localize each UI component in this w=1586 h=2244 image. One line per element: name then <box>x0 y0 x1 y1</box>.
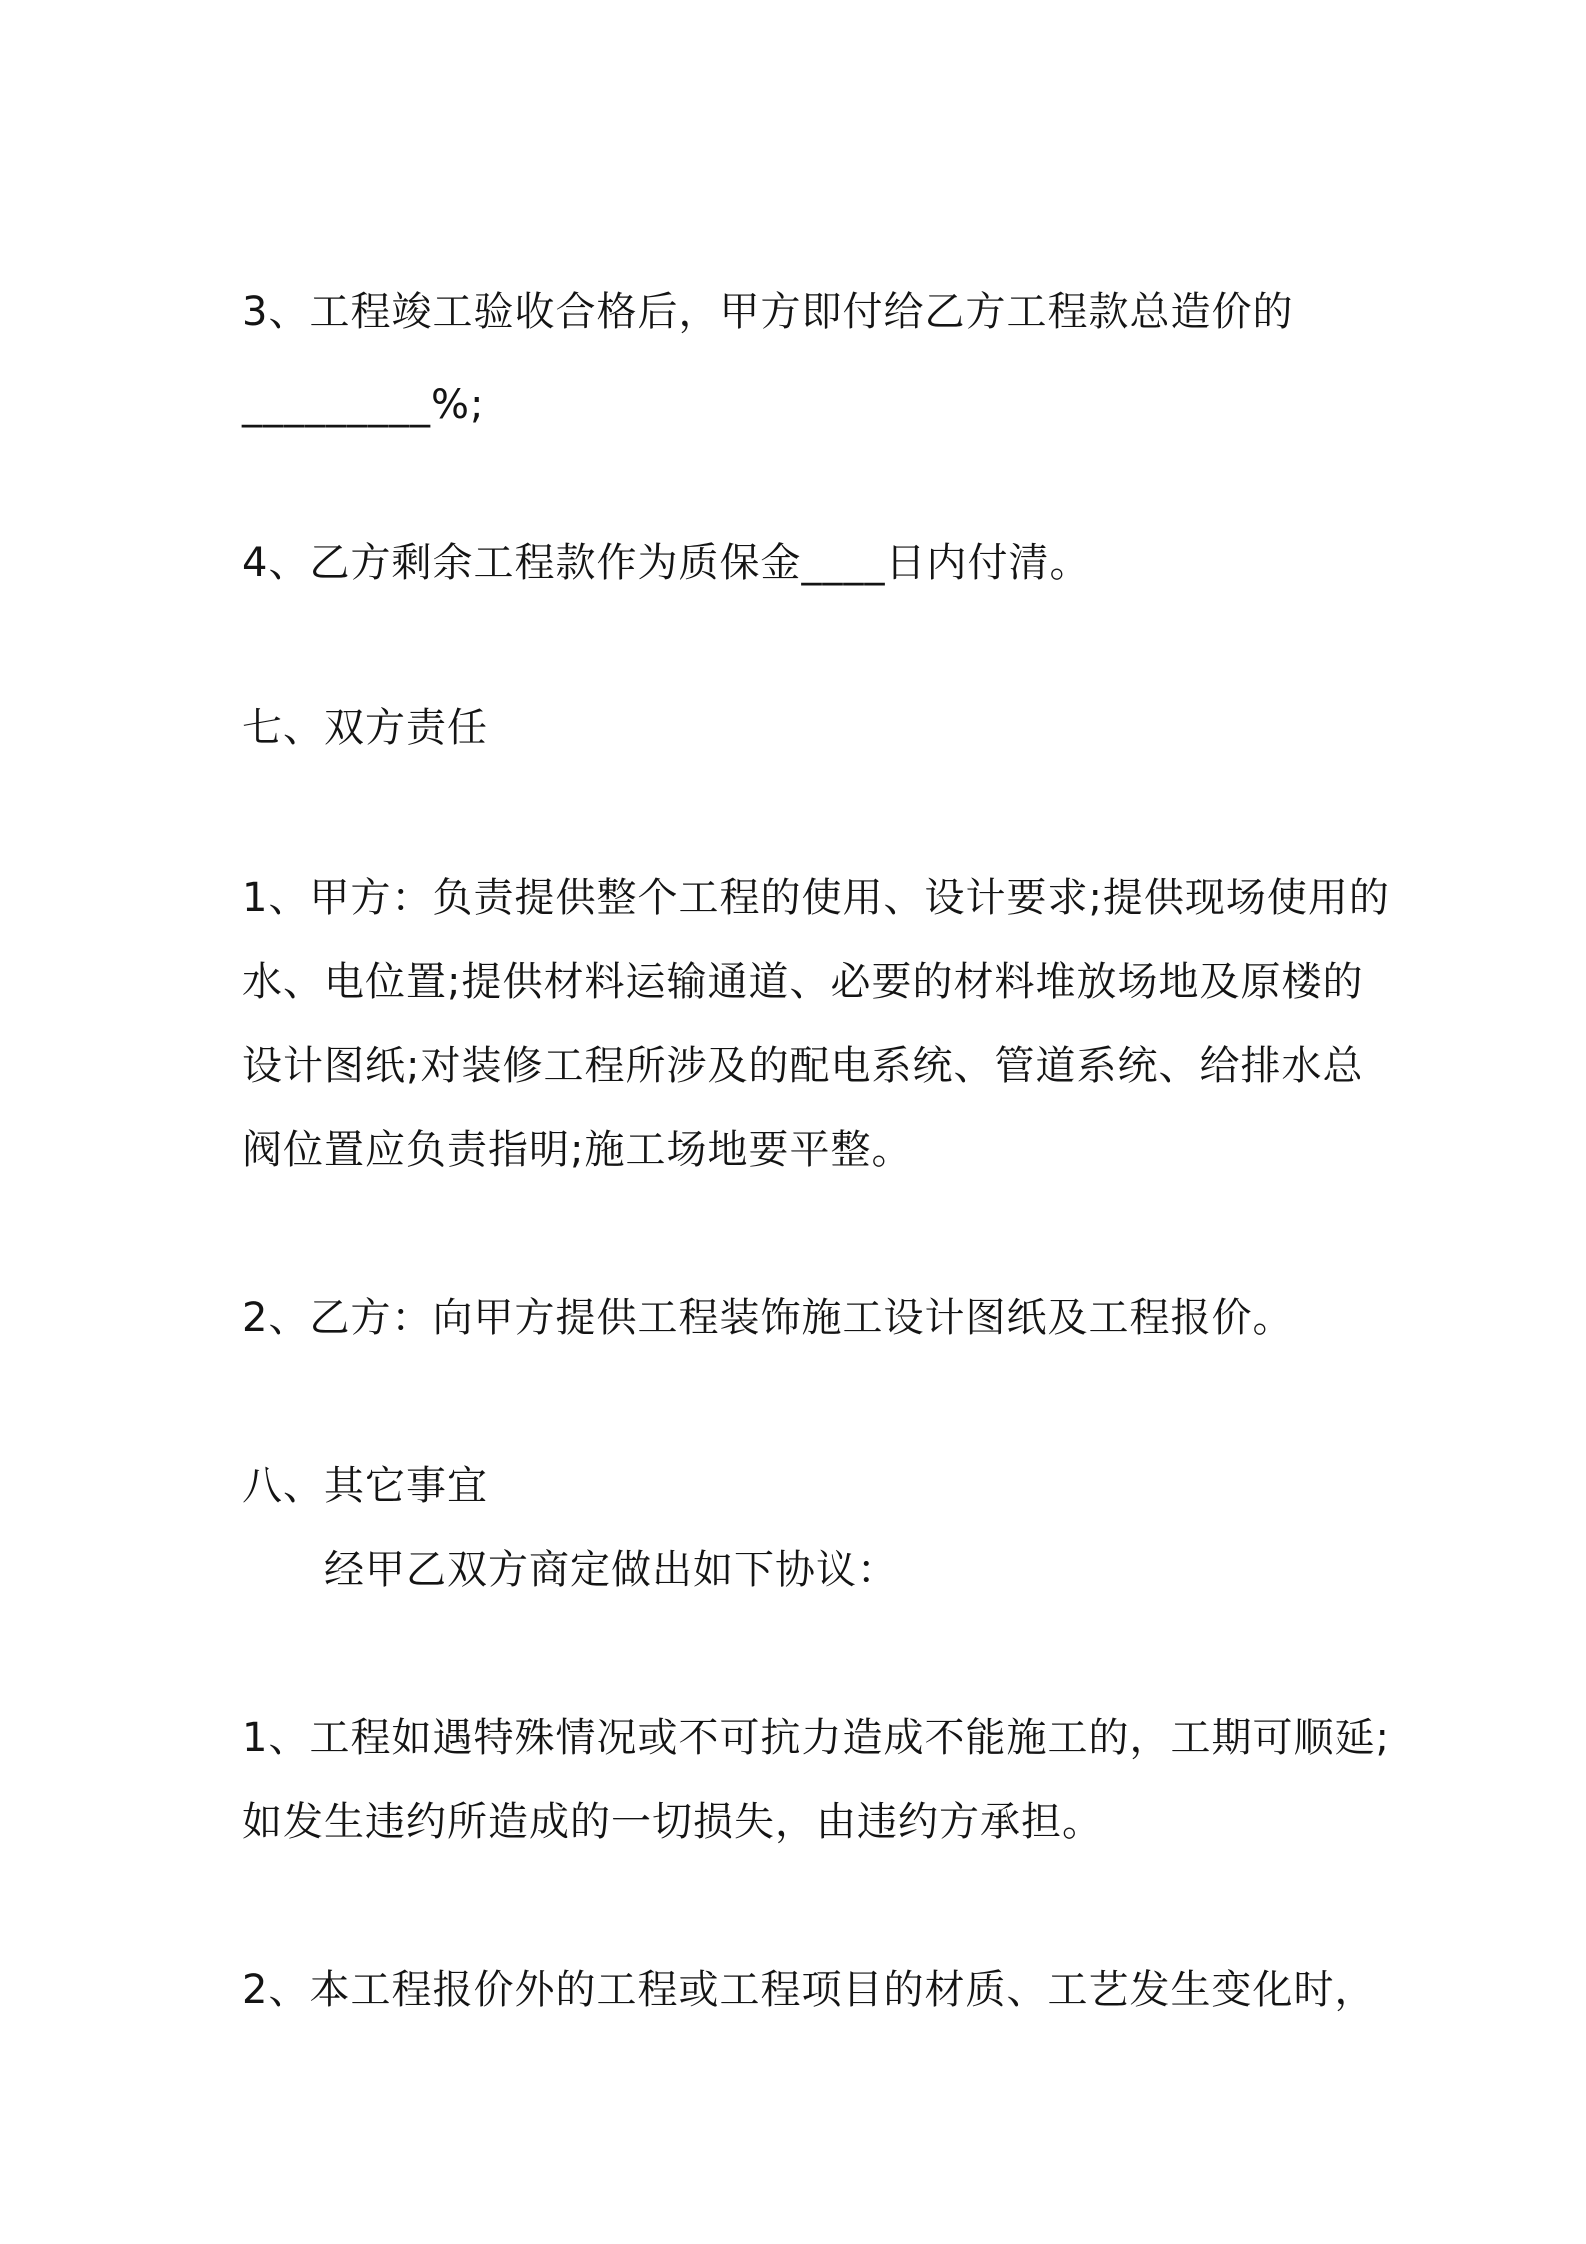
other-clause-1-line-2: 如发生违约所造成的一切损失，由违约方承担。 <box>242 1799 1103 1845</box>
section-8-heading: 八、其它事宜 <box>242 1463 488 1509</box>
party-a-clause-line-4: 阀位置应负责指明;施工场地要平整。 <box>242 1127 913 1173</box>
party-b-clause: 2、乙方：向甲方提供工程装饰施工设计图纸及工程报价。 <box>242 1295 1294 1341</box>
payment-clause-4: 4、乙方剩余工程款作为质保金____日内付清。 <box>242 540 1091 586</box>
party-a-clause-line-1: 1、甲方：负责提供整个工程的使用、设计要求;提供现场使用的 <box>242 875 1390 921</box>
section-7-heading: 七、双方责任 <box>242 705 488 751</box>
party-a-clause-line-3: 设计图纸;对装修工程所涉及的配电系统、管道系统、给排水总 <box>242 1043 1364 1089</box>
payment-clause-3-line-2: _________%; <box>242 382 485 428</box>
payment-clause-3-line-1: 3、工程竣工验收合格后，甲方即付给乙方工程款总造价的 <box>242 289 1294 335</box>
other-clause-1-line-1: 1、工程如遇特殊情况或不可抗力造成不能施工的，工期可顺延; <box>242 1715 1390 1761</box>
party-a-clause-line-2: 水、电位置;提供材料运输通道、必要的材料堆放场地及原楼的 <box>242 959 1364 1005</box>
other-clause-2-line-1: 2、本工程报价外的工程或工程项目的材质、工艺发生变化时， <box>242 1967 1376 2013</box>
agreement-intro: 经甲乙双方商定做出如下协议： <box>242 1547 898 1593</box>
